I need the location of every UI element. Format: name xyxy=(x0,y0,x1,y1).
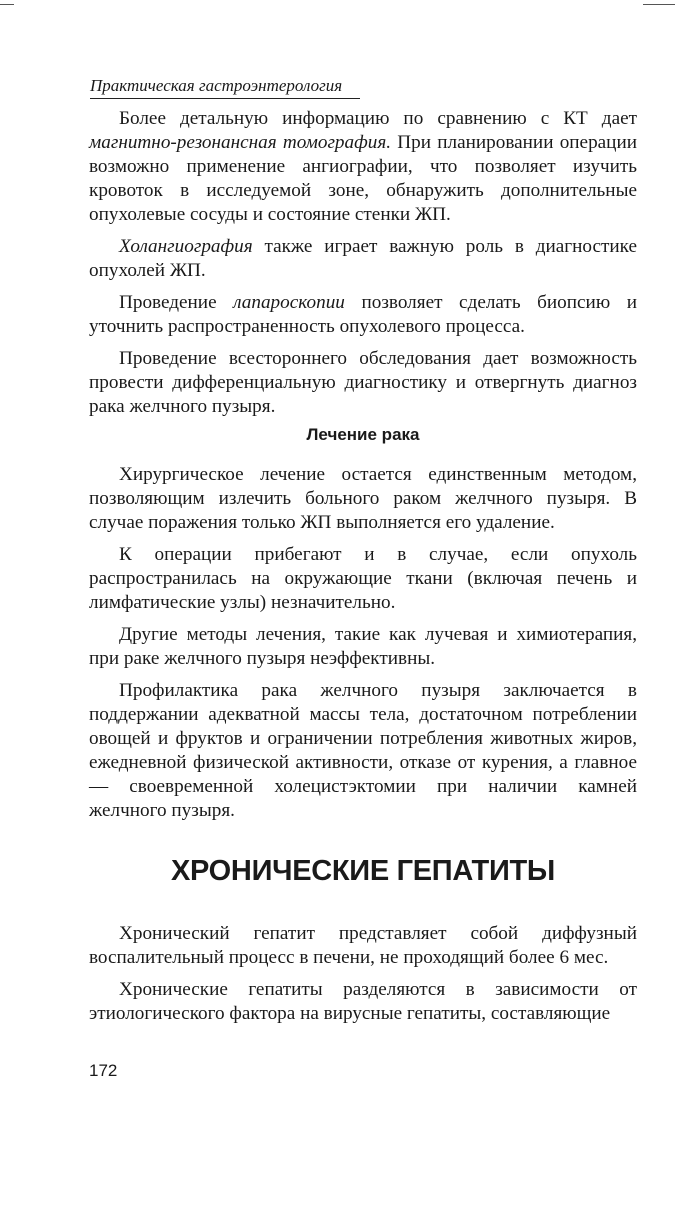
page-number: 172 xyxy=(89,1061,118,1080)
subheading: Лечение рака xyxy=(306,425,420,444)
paragraph xyxy=(89,107,637,227)
paragraph: Профилактика рака желчного пузыря заключается в поддержании адекватной массы тела, достаточном потреблении овощей и фруктов и ограничении потребления животных жиров, ежедневной физической активности, отказе от курения, а главное — своевременной холецистэктомии при наличии камней желчного пузыря. xyxy=(89,680,637,821)
paragraph xyxy=(89,291,637,339)
text-run: Более детальную информацию по сравнению с КТ дает xyxy=(119,108,637,129)
paragraph: Хирургическое лечение остается единственным методом, позволяющим излечить больного раком желчного пузыря. В случае поражения только ЖП выполняется его удаление. xyxy=(89,464,637,533)
section-heading: ХРОНИЧЕСКИЕ ГЕПАТИТЫ xyxy=(170,855,556,887)
scan-edge-mark-left xyxy=(0,4,14,5)
emphasis-term: магнитно-резонансная томография. xyxy=(89,132,392,153)
emphasis-term: Холангиография xyxy=(119,236,253,257)
text-block-treatment xyxy=(89,463,637,823)
text-block-hepatitis xyxy=(89,922,637,1026)
paragraph: Хронический гепатит представляет собой диффузный воспалительный процесс в печени, не проходящий более 6 мес. xyxy=(89,923,637,968)
paragraph xyxy=(89,235,637,283)
paragraph: Проведение всестороннего обследования дает возможность провести дифференциальную диагностику и отвергнуть диагноз рака желчного пузыря. xyxy=(89,348,637,417)
text-run: Проведение xyxy=(119,292,234,313)
emphasis-term: лапароскопии xyxy=(233,292,345,313)
text-run: позволяет сделать биопсию и уточнить распространенность опухолевого процесса. xyxy=(89,292,637,337)
text-run: также играет важную роль в диагностике опухолей ЖП. xyxy=(89,236,637,281)
text-block-diagnostics xyxy=(89,107,637,419)
paragraph: К операции прибегают и в случае, если опухоль распространилась на окружающие ткани (включая печень и лимфатические узлы) незначительно. xyxy=(89,544,637,613)
text-run: При планировании операции возможно применение ангиографии, что позволяет изучить кровоток в исследуемой зоне, обнаружить дополнительные опухолевые сосуды и состояние стенки ЖП. xyxy=(89,132,637,225)
paragraph: Хронические гепатиты разделяются в зависимости от этиологического фактора на вирусные гепатиты, составляющие xyxy=(89,979,637,1024)
paragraph: Другие методы лечения, такие как лучевая и химиотерапия, при раке желчного пузыря неэффективны. xyxy=(89,624,637,669)
running-head: Практическая гастроэнтерология xyxy=(90,76,360,99)
scan-edge-mark-right xyxy=(643,4,675,5)
